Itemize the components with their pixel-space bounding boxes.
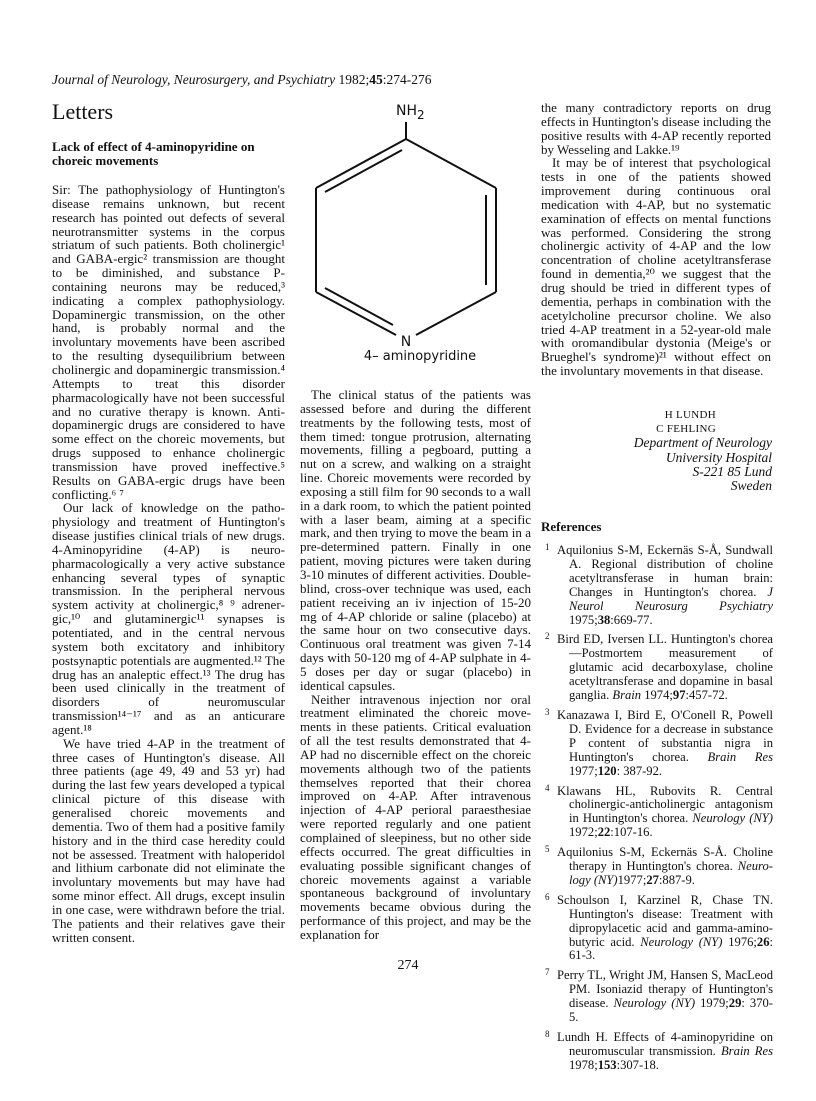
paragraph: It may be of interest that psychological tests in one of the patients showed improvement during continuous oral medication with 4-AP, but no systematic examination of effects on mental functions was performed. Considering the strong cholinergic activity of 4-AP and the low concentration of choline acetyltransferase found in dementia,²⁰ we suggest that the drug should be tried in different types of dementia, perhaps in combination with the acetylcholine precursor choline. We also tried 4-AP treatment in a 52-year-old male with oromandibular dystonia (Meige's or Brueghel's syndrome)²¹ without effect on the involuntary movements in that disease.	[541, 155, 771, 379]
reference-pages: :107-16.	[610, 825, 653, 840]
paragraph: the many contradictory reports on drug effects in Huntington's disease including the positive results with 4-AP recently reported by Wesseling and Lakke.¹⁹	[541, 100, 771, 157]
reference-number: 5	[545, 844, 550, 855]
reference-journal: Neurology (NY)	[613, 996, 696, 1011]
reference-volume: 26	[756, 934, 770, 949]
references-heading: References	[541, 519, 602, 534]
affiliation-line: University Hospital	[665, 449, 772, 465]
reference-text: Aquilonius S-M, Eckernäs S-Å, Sundwall A. Regional distribution of choline acetyltransferase in human brain: Changes in Huntington's chorea.	[557, 543, 773, 599]
reference-volume: 97	[672, 688, 686, 703]
reference-volume: 153	[597, 1057, 617, 1072]
reference-item	[545, 1028, 773, 1073]
reference-number: 6	[545, 891, 550, 902]
reference-volume: 22	[597, 825, 611, 840]
reference-number: 1	[545, 542, 550, 552]
reference-year: 1977;	[617, 872, 647, 887]
reference-volume: 120	[597, 763, 617, 778]
reference-number: 8	[545, 1029, 550, 1039]
reference-volume: 27	[646, 872, 659, 887]
aminopyridine-structure	[290, 95, 520, 355]
paragraph: Our lack of knowledge on the pathophysiology and treatment of Huntington's disease justifies clinical trials of new drugs. 4-Aminopyridine (4-AP) is neuropharmacologically a very active substance enhancing several types of synaptic transmission. In the peripheral nervous system activity at cholinergic,⁸ ⁹ adrenergic,¹⁰ and glutaminergic¹¹ synapses is potentiated, and in the central nervous system both excitatory and inhibitory postsynaptic potentials are augmented.¹² The drug has an analeptic effect.¹³ The drug has been used clinically in the treatment of disorders of neuromuscular transmission¹⁴⁻¹⁷ and as an anticurare agent.¹⁸	[52, 500, 285, 737]
reference-year: 1972;	[569, 825, 598, 840]
paragraph: Sir: The pathophysiology of Huntington's disease remains unknown, but recent research has pointed out defects of several neurotransmitter systems in the corpus striatum of such patients. Both cholinergic¹ and GABA-ergic² transmission are thought to be diminished, and substance P-containing neurons may be reduced,³ indicating a complex pathophysiology. Dopaminergic transmission, on the other hand, is probably normal and the involuntary movements have been ascribed to the resulting dysequilibrium between cholinergic and dopaminergic transmission.⁴ Attempts to treat this disorder pharmacologically have not been successful and no curative therapy is known. Anti-dopaminergic drugs are considered to have some effect on the choreic movements, but drugs supposed to enhance cholinergic transmission have proved ineffective.⁵ Results on GABA-ergic drugs have been conflicting.⁶ ⁷	[52, 182, 285, 502]
reference-year: 1975;	[569, 612, 598, 627]
reference-text: Kanazawa I, Bird E, O'Conell R, Powell D. Evidence for a decrease in substance P content of substantia nigra in Huntington's chorea.	[557, 707, 773, 764]
column-2	[300, 388, 531, 942]
reference-text: Klawans HL, Rubovits R. Central cholinergic-anticholinergic antagonism in Huntington's chorea.	[557, 783, 773, 826]
reference-journal: Brain Res	[707, 749, 773, 764]
signature-block	[541, 408, 772, 493]
reference-number: 3	[545, 706, 550, 717]
reference-text: Perry TL, Wright JM, Hansen S, MacLeod PM. Isoniazid therapy of Huntington's disease.	[557, 968, 773, 1011]
figure-caption: 4– aminopyridine	[363, 349, 477, 364]
nitrogen-label: N	[400, 334, 412, 350]
reference-number: 7	[545, 967, 550, 978]
reference-year: 1979;	[695, 996, 729, 1011]
paragraph: The clinical status of the patients was assessed before and during the different treatments by the following tests, most of them timed: tongue protrusion, alternating movements, filling a pegboard, putting a nut on a screw, and walking on a straight line. Choreic movements were recorded by exposing a still film for 90 seconds to a wall in a dark room, to which the patient pointed with a laser beam, aiming at a specific mark, and then trying to move the beam in a pre-determined pattern. Finally in one patient, moving pictures were taken during 3-10 minutes of different activities. Double-blind, cross-over technique was used, each patient receiving an iv injection of 15-20 mg of 4-AP chloride or saline (placebo) at the same hour on two consecutive days. Continuous oral treatment was given 7-14 days with 50-120 mg of 4-AP sulphate in 4-5 doses per day or sugar (placebo) in identical capsules.	[300, 387, 531, 693]
journal-name: Journal of Neurology, Neurosurgery, and Psychiatry	[52, 72, 336, 87]
reference-text: Bird ED, Iversen LL. Huntington's chorea—Postmortem measurement of glutamic acid decarboxylase, choline acetyltransferase and dopamine in basal ganglia.	[557, 632, 773, 703]
letter-title: Lack of effect of 4-aminopyridine on choreic movements	[52, 139, 255, 168]
reference-pages: : 61-3.	[569, 934, 774, 963]
reference-number: 4	[545, 782, 550, 793]
reference-item	[545, 966, 773, 1025]
paragraph: Neither intravenous injection nor oral treatment eliminated the choreic movements in these patients. Critical evaluation of all the test results demonstrated that 4-AP had no discernible effect on the choreic movements although two of the patients themselves reported that their chorea improved on 4-AP. After intravenous injection of 4-AP perioral paraesthesiae were reported regularly and one patient complained of sleepiness, but no other side effects occurred. The great difficulties in evaluating possible significant changes of choreic movements against a variable spontaneous background of involuntary movements became obvious during the performance of this project, and may be the explanation for	[300, 691, 531, 942]
ring-bond	[406, 139, 496, 188]
reference-number: 2	[545, 631, 550, 642]
reference-journal: Brain Res	[720, 1043, 773, 1058]
reference-text: Schoulson I, Karzinel R, Chase TN. Huntington's disease: Treatment with dipropylacetic acid and gamma-aminobutyric acid.	[557, 892, 773, 949]
reference-volume: 38	[597, 612, 611, 627]
reference-text: Aquilonius S-M, Eckernäs S-Å. Choline therapy in Huntington's chorea.	[557, 845, 773, 874]
ring-bond	[316, 139, 406, 188]
journal-volume: 45	[369, 72, 383, 87]
affiliation-line: S-221 85 Lund	[692, 463, 772, 479]
reference-pages: :457-72.	[685, 688, 728, 703]
ring-double-bond	[325, 150, 402, 192]
reference-pages: : 370-5.	[569, 996, 774, 1025]
journal-year: 1982;	[338, 72, 370, 87]
paragraph: We have tried 4-AP in the treatment of three cases of Huntington's disease. All three patients (age 49, 49 and 53 yr) had during the last few years developed a typical clinical picture of this disease with generalised choreic movements and dementia. Two of them had a positive family history and in the third case heredity could not be assessed. Treatment with haloperidol and lithium carbonate did not eliminate the involuntary movements but may have had some minor effect. All drugs, except insulin in one case, were withdrawn before the trial. The patients and their relatives gave their written consent.	[52, 735, 285, 945]
reference-pages: :669-77.	[610, 612, 653, 627]
reference-journal: Neurology (NY)	[692, 811, 773, 826]
reference-item	[545, 843, 773, 888]
references-list	[545, 541, 773, 1076]
reference-item	[545, 630, 773, 703]
reference-item	[545, 782, 773, 841]
ring-bond	[416, 292, 496, 335]
reference-item	[545, 891, 773, 964]
ring-bond	[316, 292, 396, 335]
column-3	[541, 101, 771, 378]
amine-label: NH2	[396, 103, 425, 122]
reference-journal: Neurology (NY)	[640, 934, 723, 949]
reference-item	[545, 706, 773, 779]
reference-journal: Brain	[612, 688, 642, 703]
reference-journal: J Neurol Neurosurg Psychiatry	[569, 584, 773, 613]
reference-year: 1974;	[641, 688, 673, 703]
reference-pages: :307-18.	[616, 1057, 659, 1072]
affiliation-line: Sweden	[730, 478, 772, 494]
ring-double-bond	[325, 288, 393, 325]
reference-journal: Neurology (NY)	[569, 859, 773, 887]
page-number: 274	[397, 958, 419, 973]
reference-year: 1978;	[569, 1057, 598, 1072]
reference-volume: 29	[728, 996, 742, 1011]
reference-pages: :887-9.	[658, 872, 695, 887]
author-name: C FEHLING	[656, 423, 716, 436]
affiliation-line: Department of Neurology	[633, 435, 772, 451]
reference-item	[545, 541, 773, 627]
journal-header	[52, 72, 432, 88]
section-heading: Letters	[52, 99, 114, 124]
reference-year: 1976;	[722, 934, 757, 949]
reference-text: Lundh H. Effects of 4-aminopyridine on neuromuscular transmission.	[557, 1030, 773, 1058]
reference-year: 1977;	[569, 763, 598, 778]
reference-pages: : 387-92.	[616, 763, 663, 778]
author-name: H LUNDH	[664, 409, 716, 421]
column-1	[52, 183, 285, 944]
journal-pages: :274-276	[382, 72, 432, 87]
